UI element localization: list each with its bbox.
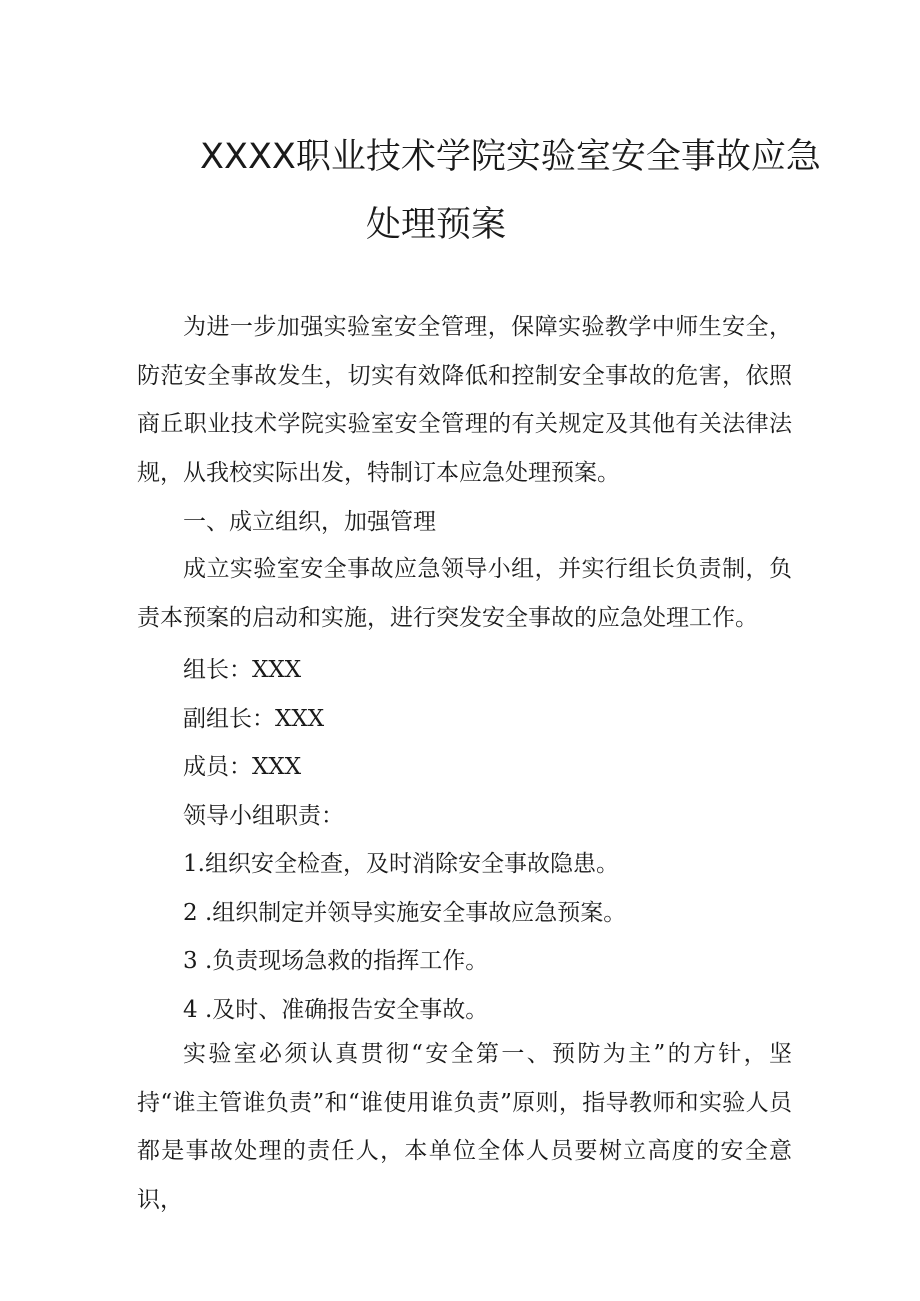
document-title-line2: 处理预案 [366,205,507,245]
section1-paragraph: 成立实验室安全事故应急领导小组，并实行组长负责制，负责本预案的启动和实施，进行突发安全事故的应急处理工作。 [137,556,792,631]
closing-paragraph: 实验室必须认真贯彻“安全第一、预防为主”的方针，坚持“谁主管谁负责”和“谁使用谁负责”原则，指导教师和实验人员都是事故处理的责任人，本单位全体人员要树立高度的安全意识， [137,1041,792,1213]
duty-item: 3 .负责现场急救的指挥工作。 [183,948,489,974]
duty-item: 1.组织安全检查，及时消除安全事故隐患。 [183,851,619,877]
duty-item: 4 .及时、准确报告安全事故。 [183,997,489,1023]
intro-paragraph: 为进一步加强实验室安全管理，保障实验教学中师生安全，防范安全事故发生，切实有效降低和控制安全事故的危害，依照商丘职业技术学院实验室安全管理的有关规定及其他有关法律法规，从我校实际出发，特制订本应急处理预案。 [137,314,792,486]
document-title-line1: XXXX职业技术学院实验室安全事故应急 [200,137,821,177]
deputy-leader-line: 副组长：XXX [183,706,325,732]
duties-heading: 领导小组职责： [183,803,344,829]
members-line: 成员：XXX [183,754,302,780]
leader-line: 组长：XXX [183,657,302,683]
section1-heading: 一、成立组织，加强管理 [183,509,436,535]
duty-item: 2 .组织制定并领导实施安全事故应急预案。 [183,900,627,926]
